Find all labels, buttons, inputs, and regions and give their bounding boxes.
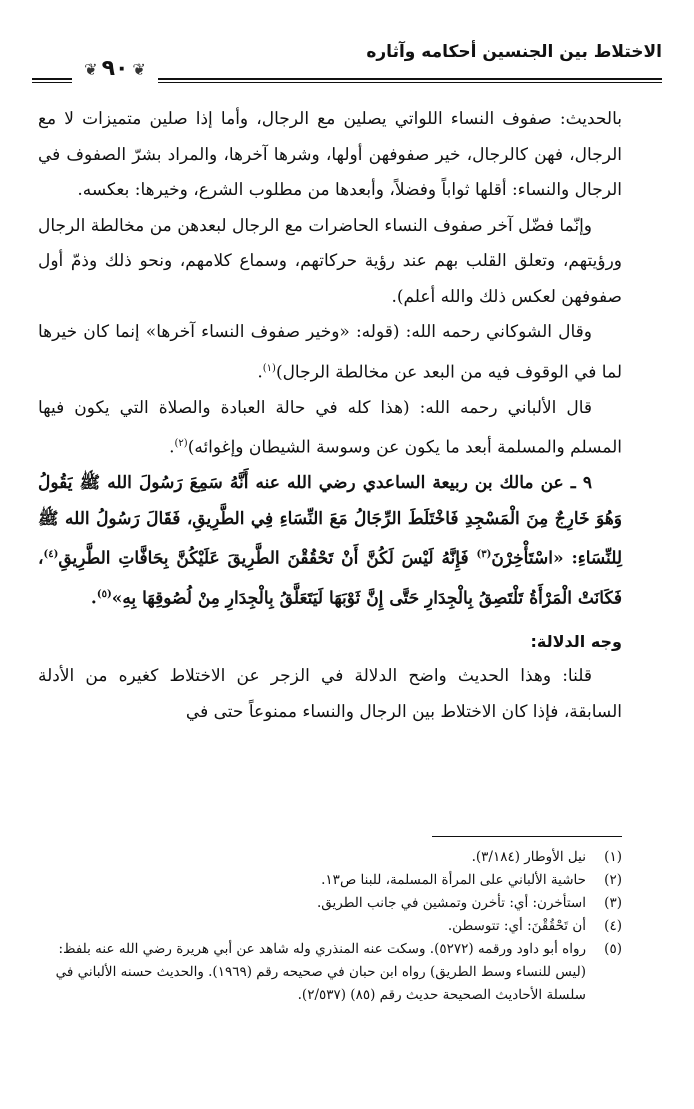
ornament-icon: ❦ bbox=[132, 60, 146, 79]
footnote-ref: (٣) bbox=[476, 549, 492, 561]
footnote-number: (٤) bbox=[604, 918, 622, 934]
footnote bbox=[38, 938, 622, 1007]
section-heading: وجه الدلالة: bbox=[530, 631, 622, 651]
footnote-text: رواه أبو داود ورقمه (٥٢٧٢). وسكت عنه المنذري وله شاهد عن أبي هريرة رضي الله عنه بلفظ: (ليس للنساء وسط الطريق) رواه ابن حبان في صحيحه رقم (١٩٦٩). والحديث حسنه الألباني في سلسلة الأحاديث الصحيحة حديث رقم (٨٥) (٢/٥٣٧). bbox=[55, 941, 586, 1003]
footnote-divider bbox=[432, 836, 622, 837]
hadith-paragraph: ٩ ـ عن مالك بن ربيعة الساعدي رضي الله عنه أَنَّهُ سَمِعَ رَسُولَ الله ﷺ يَقُولُ وَهُوَ خَارِجٌ مِنَ الْمَسْجِدِ فَاخْتَلَطَ الرِّجَالُ مَعَ النِّسَاءِ فِي الطَّرِيقِ، فَقَالَ رَسُولُ الله ﷺ لِلنِّسَاءِ: «اسْتَأْخِرْنَ$^{(٣)}$ فَإِنَّهُ لَيْسَ لَكُنَّ أَنْ تَحْقُقْنَ الطَّرِيقَ عَلَيْكُنَّ بِحَافَّاتِ الطَّرِيقِ$^{(٤)}$، فَكَانَتْ الْمَرْأَةُ تَلْتَصِقُ بِالْجِدَارِ حَتَّى إِنَّ ثَوْبَهَا لَيَتَعَلَّقُ بِالْجِدَارِ مِنْ لُصُوقِهَا بِهِ»$^{(٥)}$. bbox=[38, 473, 622, 610]
footnote-text: حاشية الألباني على المرأة المسلمة، للبنا ص١٣. bbox=[321, 872, 586, 888]
footnote-text: استأخرن: أي: تأخرن وتمشين في جانب الطريق. bbox=[316, 895, 586, 911]
footnote-ref: (١) bbox=[262, 362, 276, 374]
footnotes bbox=[38, 846, 622, 1007]
footnote-ref: (٢) bbox=[174, 438, 188, 450]
paragraph-text: وقال الشوكاني رحمه الله: (قوله: «وخير صفوف النساء آخرها» إنما كان خيرها لما في الوقوف فيه من البعد عن مخالطة الرجال) bbox=[38, 322, 622, 383]
footnote bbox=[38, 846, 622, 869]
running-header bbox=[32, 38, 662, 88]
page-number: ٩٠ bbox=[101, 56, 129, 81]
ornament-icon: ❦ bbox=[84, 60, 98, 79]
page-number-box bbox=[72, 52, 158, 86]
paragraph: بالحديث: صفوف النساء اللواتي يصلين مع الرجال، وأما إذا صلين متميزات لا مع الرجال، فهن كالرجال، خير صفوفهن أولها، وشرها آخرها، والمراد بشرّ الصفوف في الرجال والنساء: أقلها ثواباً وفضلاً، وأبعدها من مطلوب الشرع، وخيرها: بعكسه. bbox=[38, 109, 622, 200]
footnote-text: نيل الأوطار (٣/١٨٤). bbox=[471, 849, 586, 865]
hadith-text: فَإِنَّهُ لَيْسَ لَكُنَّ أَنْ تَحْقُقْنَ الطَّرِيقَ عَلَيْكُنَّ بِحَافَّاتِ الطَّرِيقِ bbox=[58, 548, 477, 569]
footnote-ref: (٤) bbox=[43, 549, 59, 561]
hadith-text: ٩ ـ عن مالك بن ربيعة الساعدي رضي الله عنه أَنَّهُ سَمِعَ رَسُولَ الله ﷺ يَقُولُ وَهُوَ خَارِجٌ مِنَ الْمَسْجِدِ فَاخْتَلَطَ الرِّجَالُ مَعَ النِّسَاءِ فِي الطَّرِيقِ، فَقَالَ رَسُولُ الله ﷺ لِلنِّسَاءِ: «اسْتَأْخِرْنَ bbox=[38, 473, 622, 569]
hadith-text: ، فَكَانَتْ الْمَرْأَةُ تَلْتَصِقُ بِالْجِدَارِ حَتَّى إِنَّ ثَوْبَهَا لَيَتَعَلَّقُ بِالْجِدَارِ مِنْ لُصُوقِهَا بِهِ» bbox=[38, 548, 622, 610]
footnote bbox=[38, 915, 622, 938]
main-text bbox=[38, 102, 622, 730]
paragraph: وإنّما فضّل آخر صفوف النساء الحاضرات مع الرجال لبعدهن من مخالطة الرجال ورؤيتهم، وتعلق القلب بهم عند رؤية حركاتهم، وسماع كلامهم، ونحو ذلك وذمّ أول صفوفهن لعكس ذلك والله أعلم). bbox=[38, 215, 622, 307]
paragraph: قلنا: وهذا الحديث واضح الدلالة في الزجر عن الاختلاط كغيره من الأدلة السابقة، فإذا كان الاختلاط بين الرجال والنساء ممنوعاً حتى في bbox=[38, 666, 622, 722]
footnote bbox=[38, 892, 622, 915]
paragraph: وقال الشوكاني رحمه الله: (قوله: «وخير صفوف النساء آخرها» إنما كان خيرها لما في الوقوف فيه من البعد عن مخالطة الرجال)$^{(١)}$. bbox=[38, 322, 622, 383]
running-title: الاختلاط بين الجنسين أحكامه وآثاره bbox=[366, 42, 662, 62]
footnote-number: (١) bbox=[604, 849, 622, 865]
footnote-number: (٢) bbox=[604, 872, 622, 888]
paragraph-text: قال الألباني رحمه الله: (هذا كله في حالة العبادة والصلاة التي يكون فيها المسلم والمسلمة أبعد ما يكون عن وسوسة الشيطان وإغوائه) bbox=[38, 397, 622, 458]
footnote-text: أن تَحْقُقْنَ: أي: تتوسطن. bbox=[447, 918, 586, 934]
footnote-number: (٥) bbox=[604, 941, 622, 957]
paragraph: قال الألباني رحمه الله: (هذا كله في حالة العبادة والصلاة التي يكون فيها المسلم والمسلمة أبعد ما يكون عن وسوسة الشيطان وإغوائه)$^{(٢)}$. bbox=[38, 397, 622, 458]
footnote-ref: (٥) bbox=[96, 589, 112, 601]
footnote bbox=[38, 869, 622, 892]
footnote-number: (٣) bbox=[604, 895, 622, 911]
